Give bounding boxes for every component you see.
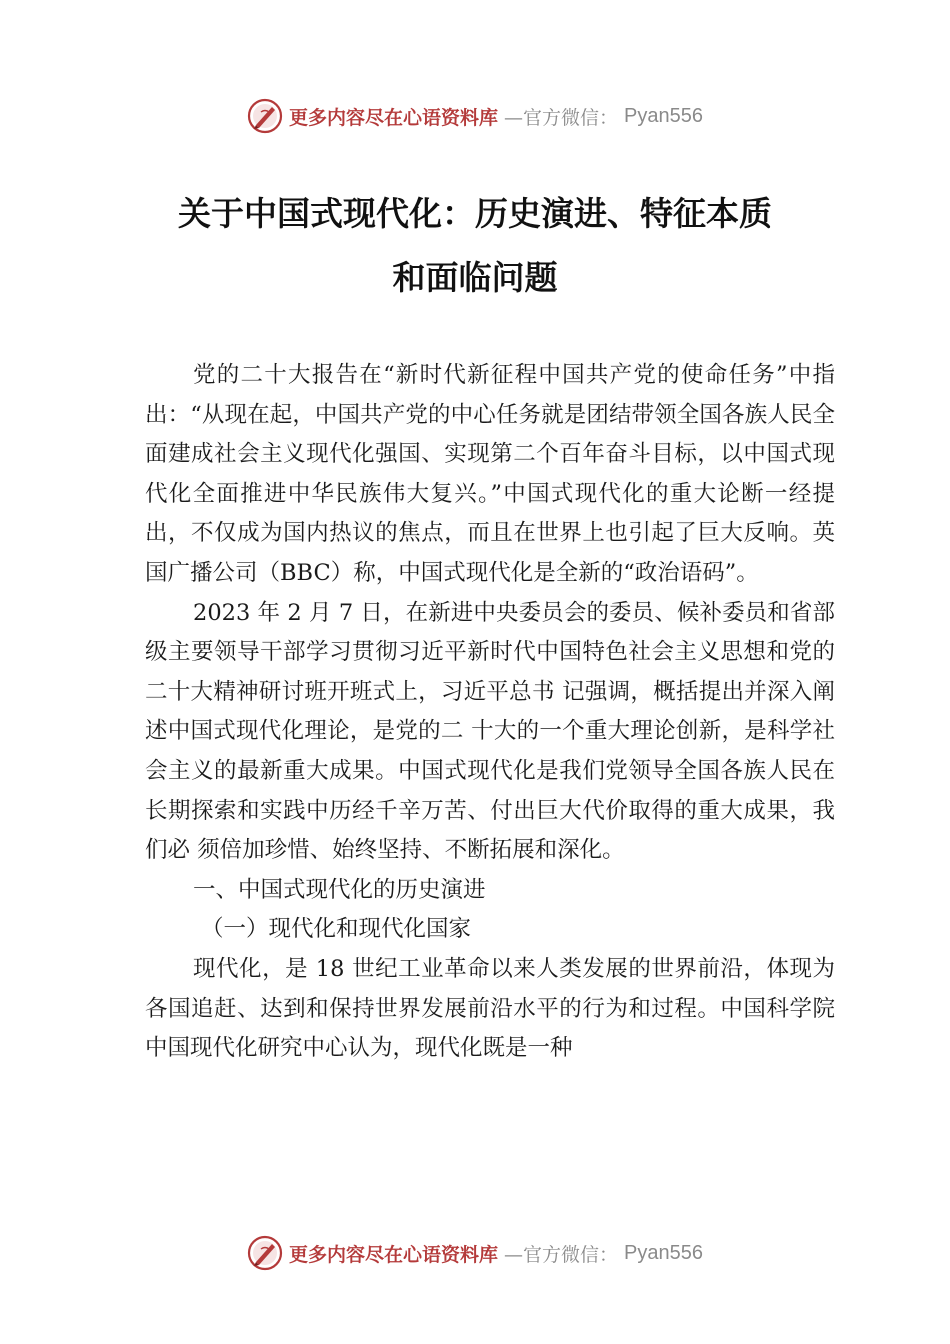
watermark-brand-text: 更多内容尽在心语资料库: [289, 1243, 499, 1266]
title-line-1: 关于中国式现代化：历史演进、特征本质: [178, 194, 772, 233]
watermark-header: [0, 96, 950, 136]
watermark-footer: [0, 1233, 950, 1273]
watermark-account-id: Pyan556: [624, 1241, 703, 1264]
body-paragraph: 现代化，是 18 世纪工业革命以来人类发展的世界前沿，体现为各国追赶、达到和保持世界发展前沿水平的行为和过程。中国科学院中国现代化研究中心认为，现代化既是一种: [145, 955, 835, 1062]
watermark-brand-text: 更多内容尽在心语资料库: [289, 106, 499, 129]
body-paragraph: 党的二十大报告在“新时代新征程中国共产党的使命任务”中指出：“从现在起，中国共产党的中心任务就是团结带领全国各族人民全面建成社会主义现代化强国、实现第二个百年奋斗目标，以中国式现代化全面推进中华民族伟大复兴。”中国式现代化的重大论断一经提出，不仅成为国内热议的焦点，而且在世界上也引起了巨大反响。英国广播公司（BBC）称，中国式现代化是全新的“政治语码”。: [145, 362, 835, 586]
watermark-account-id: Pyan556: [624, 104, 703, 127]
section-heading: 一、中国式现代化的历史演进: [193, 876, 486, 903]
pen-nib-seal-icon: [247, 98, 283, 134]
document-title: [100, 182, 850, 310]
watermark-separator: —官方微信：: [504, 106, 619, 129]
document-body: [145, 356, 835, 1069]
subsection-heading: （一）现代化和现代化国家: [201, 916, 472, 943]
title-line-2: 和面临问题: [392, 258, 558, 297]
watermark-separator: —官方微信：: [504, 1243, 619, 1266]
body-paragraph: 2023 年 2 月 7 日，在新进中央委员会的委员、候补委员和省部级主要领导干部学习贯彻习近平新时代中国特色社会主义思想和党的二十大精神研讨班开班式上，习近平总书 记强调，概括提出并深入阐述中国式现代化理论，是党的二 十大的一个重大理论创新，是科学社会主义的最新重大成果。中国式现代化是我们党领导全国各族人民在长期探索和实践中历经千辛万苦、付出巨大代价取得的重大成果，我们必 须倍加珍惜、始终坚持、不断拓展和深化。: [145, 599, 835, 864]
pen-nib-seal-icon: [247, 1235, 283, 1271]
